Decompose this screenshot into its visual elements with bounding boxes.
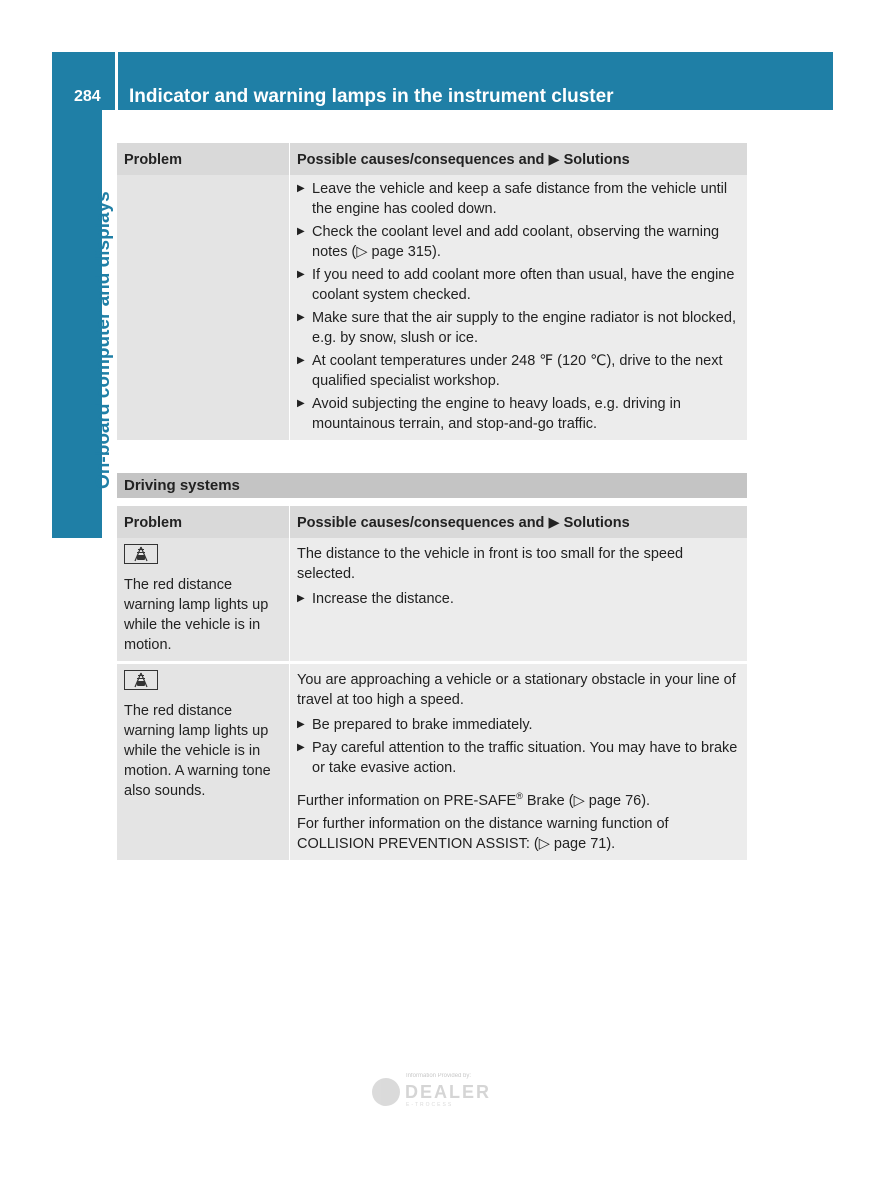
list-item [297, 589, 740, 609]
bullet-arrow-icon: ▶ [297, 226, 305, 237]
registered-mark: ® [516, 791, 523, 801]
cause-text: The distance to the vehicle in front is too small for the speed selected. [297, 546, 684, 582]
table-row [117, 538, 747, 664]
section-header [117, 473, 747, 498]
column-header-problem: Problem [117, 143, 290, 175]
info-text-start: Further information on PRE-SAFE [297, 792, 517, 809]
list-item-text: If you need to add coolant more often than usual, have the engine coolant system checked. [312, 267, 735, 303]
problem-text: The red distance warning lamp lights up while the vehicle is in motion. [124, 577, 269, 653]
distance-warning-lamp-icon [124, 670, 158, 690]
list-item [297, 351, 740, 391]
list-item-text: Be prepared to brake immediately. [312, 717, 533, 733]
bullet-arrow-icon: ▶ [297, 312, 305, 323]
solutions-cell [290, 175, 747, 440]
page-number: 284 [74, 88, 101, 105]
list-item [297, 738, 740, 778]
list-item-text: Increase the distance. [312, 591, 454, 607]
section-title: Driving systems [124, 477, 240, 494]
list-item [297, 715, 740, 735]
info-text: For further information on the distance warning function of COLLISION PREVENTION ASSIST: (▷ page 71). [297, 815, 669, 852]
bullet-arrow-icon: ▶ [297, 355, 305, 366]
dealer-watermark [372, 1073, 512, 1113]
problem-cell [117, 664, 290, 860]
list-item [297, 394, 740, 434]
list-item [297, 222, 740, 262]
list-item [297, 308, 740, 348]
bullet-arrow-icon: ▶ [297, 269, 305, 280]
watermark-caption: Information Provided by: [406, 1073, 472, 1079]
driving-systems-table [117, 506, 747, 860]
column-header-solutions: Possible causes/consequences and ▶ Solutions [290, 506, 747, 538]
list-item [297, 265, 740, 305]
solutions-cell [290, 664, 747, 860]
coolant-table [117, 143, 747, 440]
page-title: Indicator and warning lamps in the instrument cluster [129, 86, 614, 107]
list-item-text: Pay careful attention to the traffic situation. You may have to brake or take evasive action. [312, 740, 738, 776]
list-item-text: Check the coolant level and add coolant, observing the warning notes (▷ page 315). [312, 224, 720, 260]
watermark-logo-icon [372, 1078, 400, 1106]
bullet-arrow-icon: ▶ [297, 398, 305, 409]
list-item [297, 179, 740, 219]
table-row [117, 175, 747, 440]
list-item-text: Leave the vehicle and keep a safe distance from the vehicle until the engine has cooled down. [312, 181, 728, 217]
page-number-block [52, 52, 115, 110]
cause-text: You are approaching a vehicle or a stationary obstacle in your line of travel at too high a speed. [297, 672, 736, 708]
table-row [117, 664, 747, 860]
distance-warning-lamp-icon [124, 544, 158, 564]
bullet-arrow-icon: ▶ [297, 183, 305, 194]
column-header-problem: Problem [117, 506, 290, 538]
bullet-arrow-icon: ▶ [297, 742, 305, 753]
watermark-brand: DEALER [405, 1082, 492, 1102]
list-item-text: Make sure that the air supply to the engine radiator is not blocked, e.g. by snow, slush or ice. [312, 310, 736, 346]
bullet-arrow-icon: ▶ [297, 593, 305, 604]
problem-text: The red distance warning lamp lights up while the vehicle is in motion. A warning tone also sounds. [124, 703, 271, 799]
list-item-text: Avoid subjecting the engine to heavy loads, e.g. driving in mountainous terrain, and stop-and-go traffic. [312, 396, 681, 432]
side-tab-label: On-board computer and displays [93, 191, 114, 489]
problem-cell [117, 175, 290, 440]
solutions-cell [290, 538, 747, 664]
header-bar [118, 52, 833, 110]
info-text-end: Brake (▷ page 76). [522, 792, 651, 809]
watermark-subtitle: E-TROCESS [406, 1102, 454, 1108]
column-header-solutions: Possible causes/consequences and ▶ Solutions [290, 143, 747, 175]
bullet-arrow-icon: ▶ [297, 719, 305, 730]
info-text [297, 786, 740, 811]
problem-cell [117, 538, 290, 664]
list-item-text: At coolant temperatures under 248 ℉ (120 ℃), drive to the next qualified specialist workshop. [312, 353, 723, 389]
